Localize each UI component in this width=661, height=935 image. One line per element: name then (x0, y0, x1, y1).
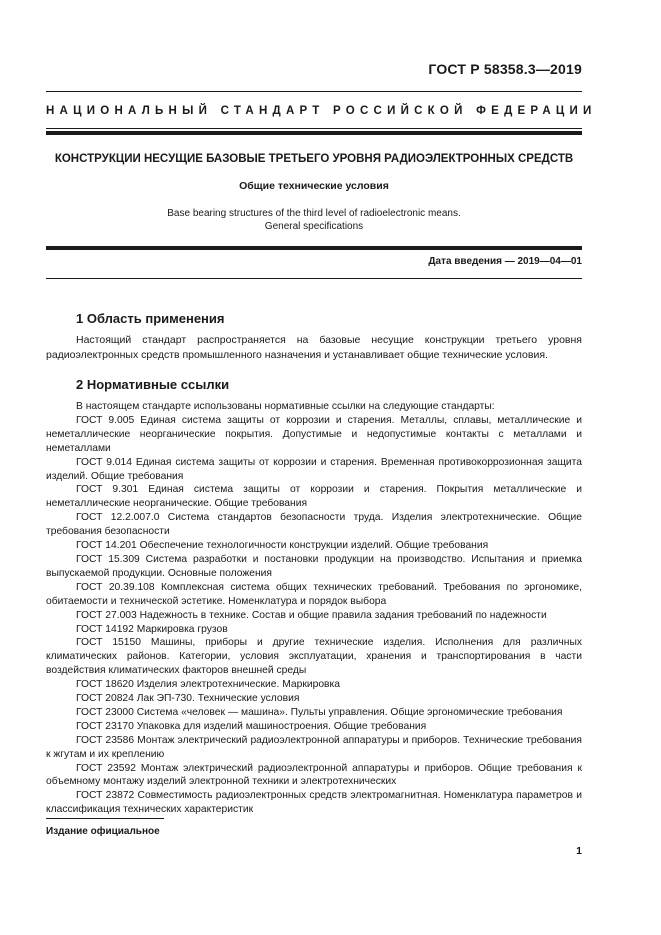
footer-rule (46, 818, 164, 819)
page-number: 1 (576, 845, 582, 857)
reference-item: ГОСТ 15150 Машины, приборы и другие технические изделия. Исполнения для различных климатических районов. Категории, условия эксплуатации, хранения и транспортирования в части воздействия климатических факторов внешней среды (46, 637, 582, 677)
header-rule (46, 91, 582, 92)
banner-rule-thin (46, 128, 582, 129)
date-rule (46, 278, 582, 279)
reference-item: ГОСТ 23586 Монтаж электрический радиоэлектронной аппаратуры и приборов. Технические требования к жгутам и их креплению (46, 734, 582, 760)
document-subtitle: Общие технические условия (239, 180, 389, 192)
reference-item: ГОСТ 20.39.108 Комплексная система общих технических требований. Требования по эргономике, обитаемости и технической эстетике. Номенклатура и порядок выбора (46, 581, 582, 607)
references-intro: В настоящем стандарте использованы нормативные ссылки на следующие стандарты: (76, 401, 495, 412)
introduction-date: Дата введения — 2019—04—01 (428, 256, 582, 267)
reference-item: ГОСТ 14.201 Обеспечение технологичности конструкции изделий. Общие требования (76, 540, 489, 552)
document-title: КОНСТРУКЦИИ НЕСУЩИЕ БАЗОВЫЕ ТРЕТЬЕГО УРОВНЯ РАДИОЭЛЕКТРОННЫХ СРЕДСТВ (54, 153, 574, 165)
reference-item: ГОСТ 27.003 Надежность в технике. Состав и общие правила задания требований по надежности (76, 609, 547, 621)
reference-item: ГОСТ 14192 Маркировка грузов (76, 623, 228, 635)
reference-item: ГОСТ 23872 Совместимость радиоэлектронных средств электромагнитная. Номенклатура параметров и классификация технических характеристик (46, 790, 582, 816)
english-title (46, 207, 582, 233)
section-1-heading: 1 Область применения (76, 311, 225, 326)
reference-item: ГОСТ 23592 Монтаж электрический радиоэлектронной аппаратуры и приборов. Общие требования к объемному монтажу изделий электронной техники и электротехнических (46, 762, 582, 788)
reference-item: ГОСТ 9.014 Единая система защиты от коррозии и старения. Временная противокоррозионная защита изделий. Общие требования (46, 456, 582, 482)
reference-item: ГОСТ 9.005 Единая система защиты от коррозии и старения. Металлы, сплавы, металлические и неметаллические неорганические покрытия. Допустимые и недопустимые контакты с металлами и неметаллами (46, 414, 582, 454)
reference-item: ГОСТ 23170 Упаковка для изделий машиностроения. Общие требования (76, 720, 427, 732)
reference-item: ГОСТ 18620 Изделия электротехнические. Маркировка (76, 679, 340, 691)
reference-item: ГОСТ 20824 Лак ЭП-730. Технические условия (76, 693, 300, 705)
english-title-line2: General specifications (264, 221, 364, 232)
section-1-text: Настоящий стандарт распространяется на базовые несущие конструкции третьего уровня радиоэлектронных средств промышленного назначения и устанавливает общие технические условия. (46, 334, 582, 361)
section-2-heading: 2 Нормативные ссылки (76, 377, 230, 392)
banner-rule-thick (46, 131, 582, 135)
national-standard-banner: НАЦИОНАЛЬНЫЙ СТАНДАРТ РОССИЙСКОЙ ФЕДЕРАЦИИ (46, 105, 597, 117)
official-edition-label: Издание официальное (46, 826, 160, 837)
reference-item: ГОСТ 23000 Система «человек — машина». Пульты управления. Общие эргономические требования (76, 706, 563, 718)
english-title-line1: Base bearing structures of the third level of radioelectronic means. (167, 208, 461, 219)
reference-item: ГОСТ 9.301 Единая система защиты от коррозии и старения. Покрытия металлические и неметаллические неорганические. Общие требования (46, 484, 582, 510)
reference-item: ГОСТ 12.2.007.0 Система стандартов безопасности труда. Изделия электротехнические. Общие требования безопасности (46, 512, 582, 538)
title-rule (46, 246, 582, 250)
standard-number: ГОСТ Р 58358.3—2019 (428, 61, 582, 77)
references-list (46, 400, 582, 817)
reference-item: ГОСТ 15.309 Система разработки и постановки продукции на производство. Испытания и приемка выпускаемой продукции. Основные положения (46, 553, 582, 579)
